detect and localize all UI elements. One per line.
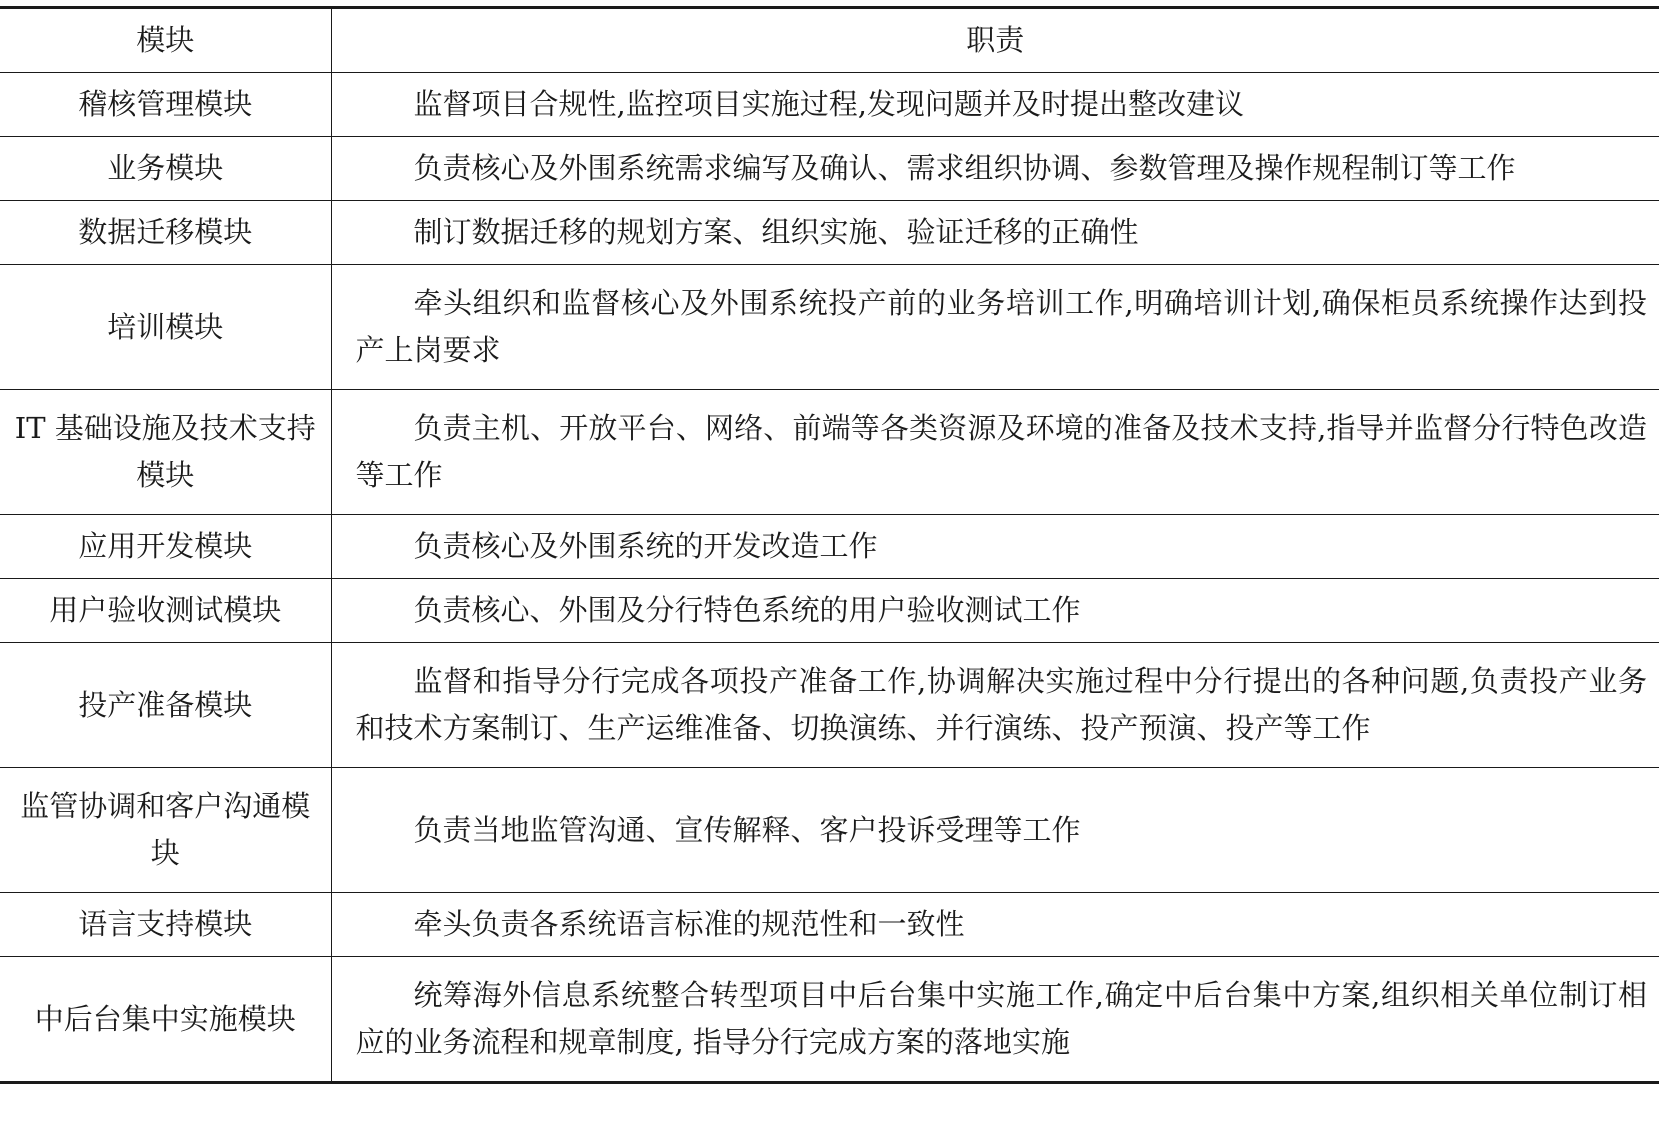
duty-text: 牵头组织和监督核心及外围系统投产前的业务培训工作,明确培训计划,确保柜员系统操作达到投产上岗要求 [355, 286, 1647, 367]
duty-cell [331, 957, 1659, 1083]
duty-text: 负责核心及外围系统需求编写及确认、需求组织协调、参数管理及操作规程制订等工作 [413, 151, 1516, 185]
module-cell: 投产准备模块 [0, 643, 331, 768]
module-cell: 培训模块 [0, 265, 331, 390]
duty-cell [331, 515, 1659, 579]
duty-text: 监督项目合规性,监控项目实施过程,发现问题并及时提出整改建议 [413, 87, 1244, 121]
duty-text: 统筹海外信息系统整合转型项目中后台集中实施工作,确定中后台集中方案,组织相关单位制订相应的业务流程和规章制度, 指导分行完成方案的落地实施 [355, 978, 1647, 1059]
duty-cell [331, 201, 1659, 265]
duty-cell [331, 768, 1659, 893]
table-row [0, 73, 1659, 137]
duty-text: 监督和指导分行完成各项投产准备工作,协调解决实施过程中分行提出的各种问题,负责投产业务和技术方案制订、生产运维准备、切换演练、并行演练、投产预演、投产等工作 [355, 664, 1647, 745]
duty-cell [331, 579, 1659, 643]
duty-text: 负责当地监管沟通、宣传解释、客户投诉受理等工作 [413, 812, 1081, 847]
module-cell: 监管协调和客户沟通模块 [0, 768, 331, 893]
duty-text: 负责核心及外围系统的开发改造工作 [413, 529, 878, 563]
duty-cell [331, 643, 1659, 768]
table-row [0, 579, 1659, 643]
header-module: 模块 [0, 8, 331, 73]
table-row [0, 137, 1659, 201]
module-cell: 应用开发模块 [0, 515, 331, 579]
duty-cell [331, 893, 1659, 957]
table-row [0, 265, 1659, 390]
table-header-row [0, 8, 1659, 73]
table-row [0, 515, 1659, 579]
duty-cell [331, 137, 1659, 201]
table-row [0, 390, 1659, 515]
duty-cell [331, 265, 1659, 390]
module-cell: 用户验收测试模块 [0, 579, 331, 643]
duty-text: 牵头负责各系统语言标准的规范性和一致性 [413, 907, 965, 941]
module-cell: 业务模块 [0, 137, 331, 201]
duty-text: 负责主机、开放平台、网络、前端等各类资源及环境的准备及技术支持,指导并监督分行特色改造等工作 [355, 411, 1647, 492]
module-cell: 中后台集中实施模块 [0, 957, 331, 1083]
duty-cell [331, 390, 1659, 515]
table-row [0, 643, 1659, 768]
module-cell: 语言支持模块 [0, 893, 331, 957]
table-row [0, 957, 1659, 1083]
duty-text: 制订数据迁移的规划方案、组织实施、验证迁移的正确性 [413, 215, 1139, 249]
duty-text: 负责核心、外围及分行特色系统的用户验收测试工作 [413, 593, 1081, 627]
module-cell: 数据迁移模块 [0, 201, 331, 265]
table-row [0, 768, 1659, 893]
module-duty-table [0, 6, 1659, 1084]
module-cell: IT 基础设施及技术支持模块 [0, 390, 331, 515]
module-cell: 稽核管理模块 [0, 73, 331, 137]
table-row [0, 893, 1659, 957]
header-duty: 职责 [331, 8, 1659, 73]
duty-cell [331, 73, 1659, 137]
table-row [0, 201, 1659, 265]
